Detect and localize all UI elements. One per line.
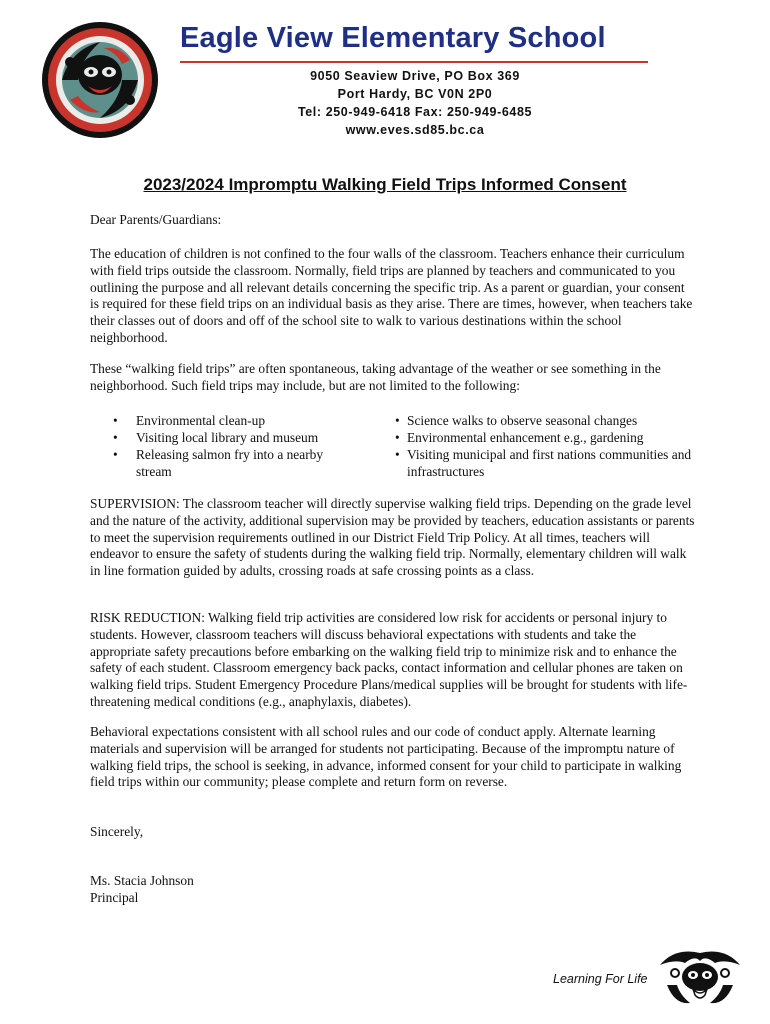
walking-trips-paragraph-text: These “walking field trips” are often spontaneous, taking advantage of the weather or see something in the neighborhood. Such field trips may include, but are not limited to the following: bbox=[90, 361, 661, 393]
walking-trips-paragraph bbox=[90, 361, 695, 395]
risk-reduction-paragraph bbox=[90, 610, 695, 711]
supervision-paragraph-text: SUPERVISION: The classroom teacher will directly supervise walking field trips. Depending on the grade level and the nature of the activity, additional supervision may be provided by teachers, education assistants or parents to meet the supervision requirements outlined in our District Field Trip Policy. At all times, teachers will endeavor to ensure the safety of students during the walking field trip. Normally, elementary children will walk in line formation guided by adults, crossing roads at safe crossing points as a class. bbox=[90, 496, 695, 579]
intro-paragraph bbox=[90, 246, 695, 347]
list-item: • Environmental clean-up bbox=[113, 412, 353, 429]
list-item: • Releasing salmon fry into a nearby stream bbox=[113, 446, 353, 480]
document-heading: 2023/2024 Impromptu Walking Field Trips Informed Consent bbox=[143, 175, 627, 194]
behavioral-paragraph bbox=[90, 724, 695, 791]
formline-eagle-icon bbox=[655, 945, 745, 1010]
title-divider bbox=[180, 61, 648, 63]
school-name: Eagle View Elementary School bbox=[180, 22, 606, 54]
signer-name: Ms. Stacia Johnson bbox=[90, 873, 194, 888]
school-motto: Learning For Life bbox=[553, 972, 648, 986]
list-item: • Environmental enhancement e.g., gardening bbox=[395, 429, 695, 446]
list-item: • Science walks to observe seasonal changes bbox=[395, 412, 695, 429]
intro-paragraph-text: The education of children is not confined to the four walls of the classroom. Teachers enhance their curriculum with field trips outside the classroom. Normally, field trips are planned by teachers and communicated to you outlining the purpose and all relevant details concerning the specific trip. As a parent or guardian, your consent is required for these field trips on an individual basis as they arise. There are times, however, when teachers take their classes out of doors and off of the school site to walk to various destinations within the school neighborhood. bbox=[90, 246, 693, 345]
behavioral-paragraph-text: Behavioral expectations consistent with all school rules and our code of conduct apply. Alternate learning materials and supervision will be arranged for students not participating. Because of the impromptu nature of walking field trips, the school is seeking, in advance, informed consent for your child to participate in walking field trips within our community; please complete and return form on reverse. bbox=[90, 724, 682, 790]
address-line-2: Port Hardy, BC V0N 2P0 bbox=[337, 87, 493, 101]
activity-list-left bbox=[113, 412, 353, 480]
risk-reduction-paragraph-text: RISK REDUCTION: Walking field trip activities are considered low risk for accidents or personal injury to students. However, classroom teachers will discuss behavioral expectations with students and take the appropriate safety precautions before embarking on the walking field trip to minimize risk and to enhance the safety of each student. Classroom emergency back packs, contact information and cellular phones are taken on walking field trips. Student Emergency Procedure Plans/medical supplies will be brought for students with life-threatening medical conditions (e.g., anaphylaxis, diabetes). bbox=[90, 610, 688, 709]
school-crest-logo-icon bbox=[40, 20, 160, 140]
list-item: • Visiting local library and museum bbox=[113, 429, 353, 446]
phone-fax: Tel: 250-949-6418 Fax: 250-949-6485 bbox=[297, 105, 533, 119]
closing: Sincerely, bbox=[90, 824, 144, 839]
list-item: • Visiting municipal and first nations communities and infrastructures bbox=[395, 446, 695, 480]
address-line-1: 9050 Seaview Drive, PO Box 369 bbox=[310, 69, 520, 83]
signer-title: Principal bbox=[90, 890, 139, 905]
activity-list-right bbox=[395, 412, 695, 480]
salutation: Dear Parents/Guardians: bbox=[90, 212, 222, 227]
supervision-paragraph bbox=[90, 496, 695, 580]
website: www.eves.sd85.bc.ca bbox=[345, 123, 485, 137]
